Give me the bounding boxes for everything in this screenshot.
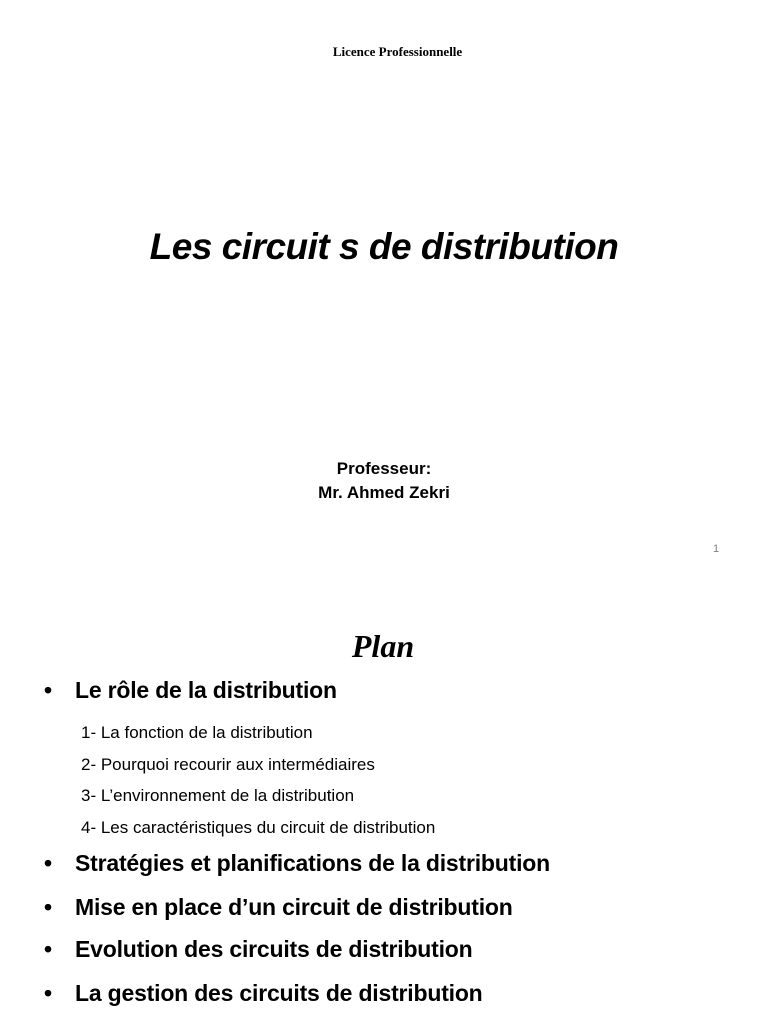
bullet-item	[44, 936, 473, 963]
bullet-text: La gestion des circuits de distribution	[75, 980, 483, 1006]
slide-title: Les circuit s de distribution	[149, 226, 619, 267]
sub-item: 4- Les caractéristiques du circuit de distribution	[81, 818, 436, 837]
sub-item: 2- Pourquoi recourir aux intermédiaires	[81, 755, 375, 774]
bullet-item	[44, 850, 550, 877]
bullet-dot: •	[44, 677, 52, 703]
bullet-text: Stratégies et planifications de la distribution	[75, 850, 550, 876]
course-header: Licence Professionnelle	[332, 44, 463, 59]
bullet-item	[44, 980, 483, 1007]
page-number: 1	[713, 543, 720, 555]
professor-label: Professeur:	[336, 459, 432, 478]
sub-item: 3- L’environnement de la distribution	[81, 786, 355, 805]
sub-item: 1- La fonction de la distribution	[81, 723, 313, 742]
bullet-text: Le rôle de la distribution	[75, 677, 337, 703]
bullet-dot: •	[44, 894, 52, 920]
bullet-dot: •	[44, 936, 52, 962]
professor-block	[0, 457, 768, 505]
bullet-item	[44, 894, 513, 921]
bullet-dot: •	[44, 980, 52, 1006]
bullet-text: Mise en place d’un circuit de distribution	[75, 894, 513, 920]
bullet-dot: •	[44, 850, 52, 876]
bullet-text: Evolution des circuits de distribution	[75, 936, 473, 962]
professor-name: Mr. Ahmed Zekri	[318, 483, 450, 502]
plan-title: Plan	[351, 628, 415, 664]
bullet-item	[44, 677, 337, 704]
